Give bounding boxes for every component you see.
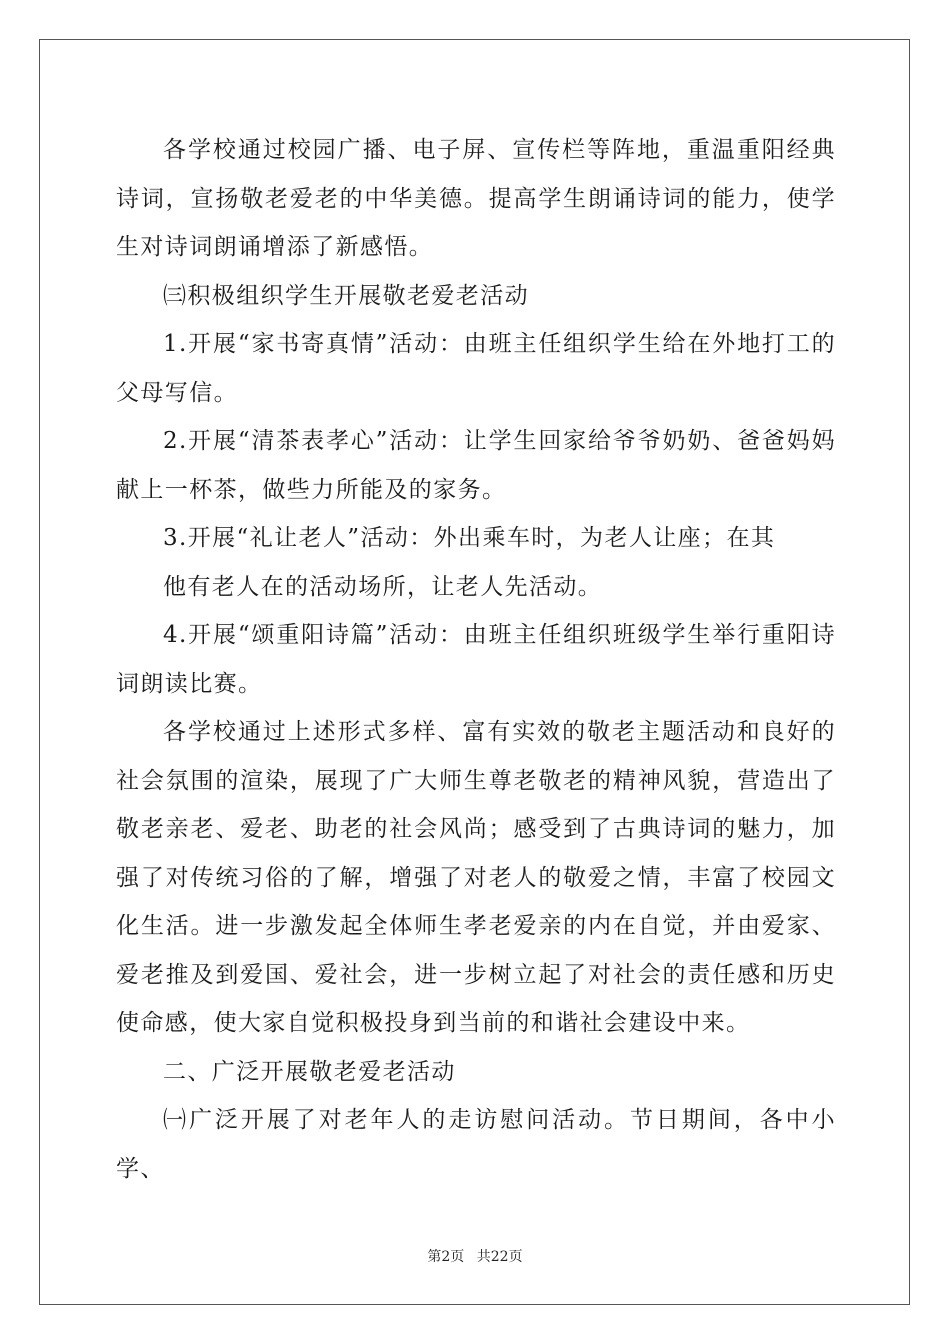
list-item-2: 2.开展“清茶表孝心”活动：让学生回家给爷爷奶奶、爸爸妈妈献上一杯茶，做些力所能及的家务。	[116, 428, 836, 503]
list-item-3: 3.开展“礼让老人”活动：外出乘车时，为老人让座；在其	[163, 525, 776, 551]
paragraph-visits: ㈠广泛开展了对老年人的走访慰问活动。节日期间，各中小学、	[116, 1107, 836, 1182]
paragraph-summary: 各学校通过上述形式多样、富有实效的敬老主题活动和良好的社会氛围的渲染，展现了广大师生尊老敬老的精神风貌，营造出了敬老亲老、爱老、助老的社会风尚；感受到了古典诗词的魅力，加强了对传统习俗的了解，增强了对老人的敬爱之情，丰富了校园文化生活。进一步激发起全体师生孝老爱亲的内在自觉，并由爱家、爱老推及到爱国、爱社会，进一步树立起了对社会的责任感和历史使命感，使大家自觉积极投身到当前的和谐社会建设中来。	[116, 719, 836, 1036]
page-number: 第2页	[427, 1249, 465, 1265]
paragraph-poetry-promotion: 各学校通过校园广播、电子屏、宣传栏等阵地，重温重阳经典诗词，宣扬敬老爱老的中华美德。提高学生朗诵诗词的能力，使学生对诗词朗诵增添了新感悟。	[116, 137, 836, 260]
section-heading-respect-activities: ㈢积极组织学生开展敬老爱老活动	[163, 282, 529, 309]
page-footer	[0, 1246, 950, 1266]
document-body	[116, 126, 836, 1193]
list-item-3-continued: 他有老人在的活动场所，让老人先活动。	[163, 573, 603, 600]
section-heading-two: 二、广泛开展敬老爱老活动	[163, 1058, 456, 1085]
page-total: 共22页	[476, 1249, 523, 1265]
list-item-1: 1.开展“家书寄真情”活动：由班主任组织学生给在外地打工的父母写信。	[116, 331, 836, 406]
list-item-4: 4.开展“颂重阳诗篇”活动：由班主任组织班级学生举行重阳诗词朗读比赛。	[116, 622, 836, 697]
